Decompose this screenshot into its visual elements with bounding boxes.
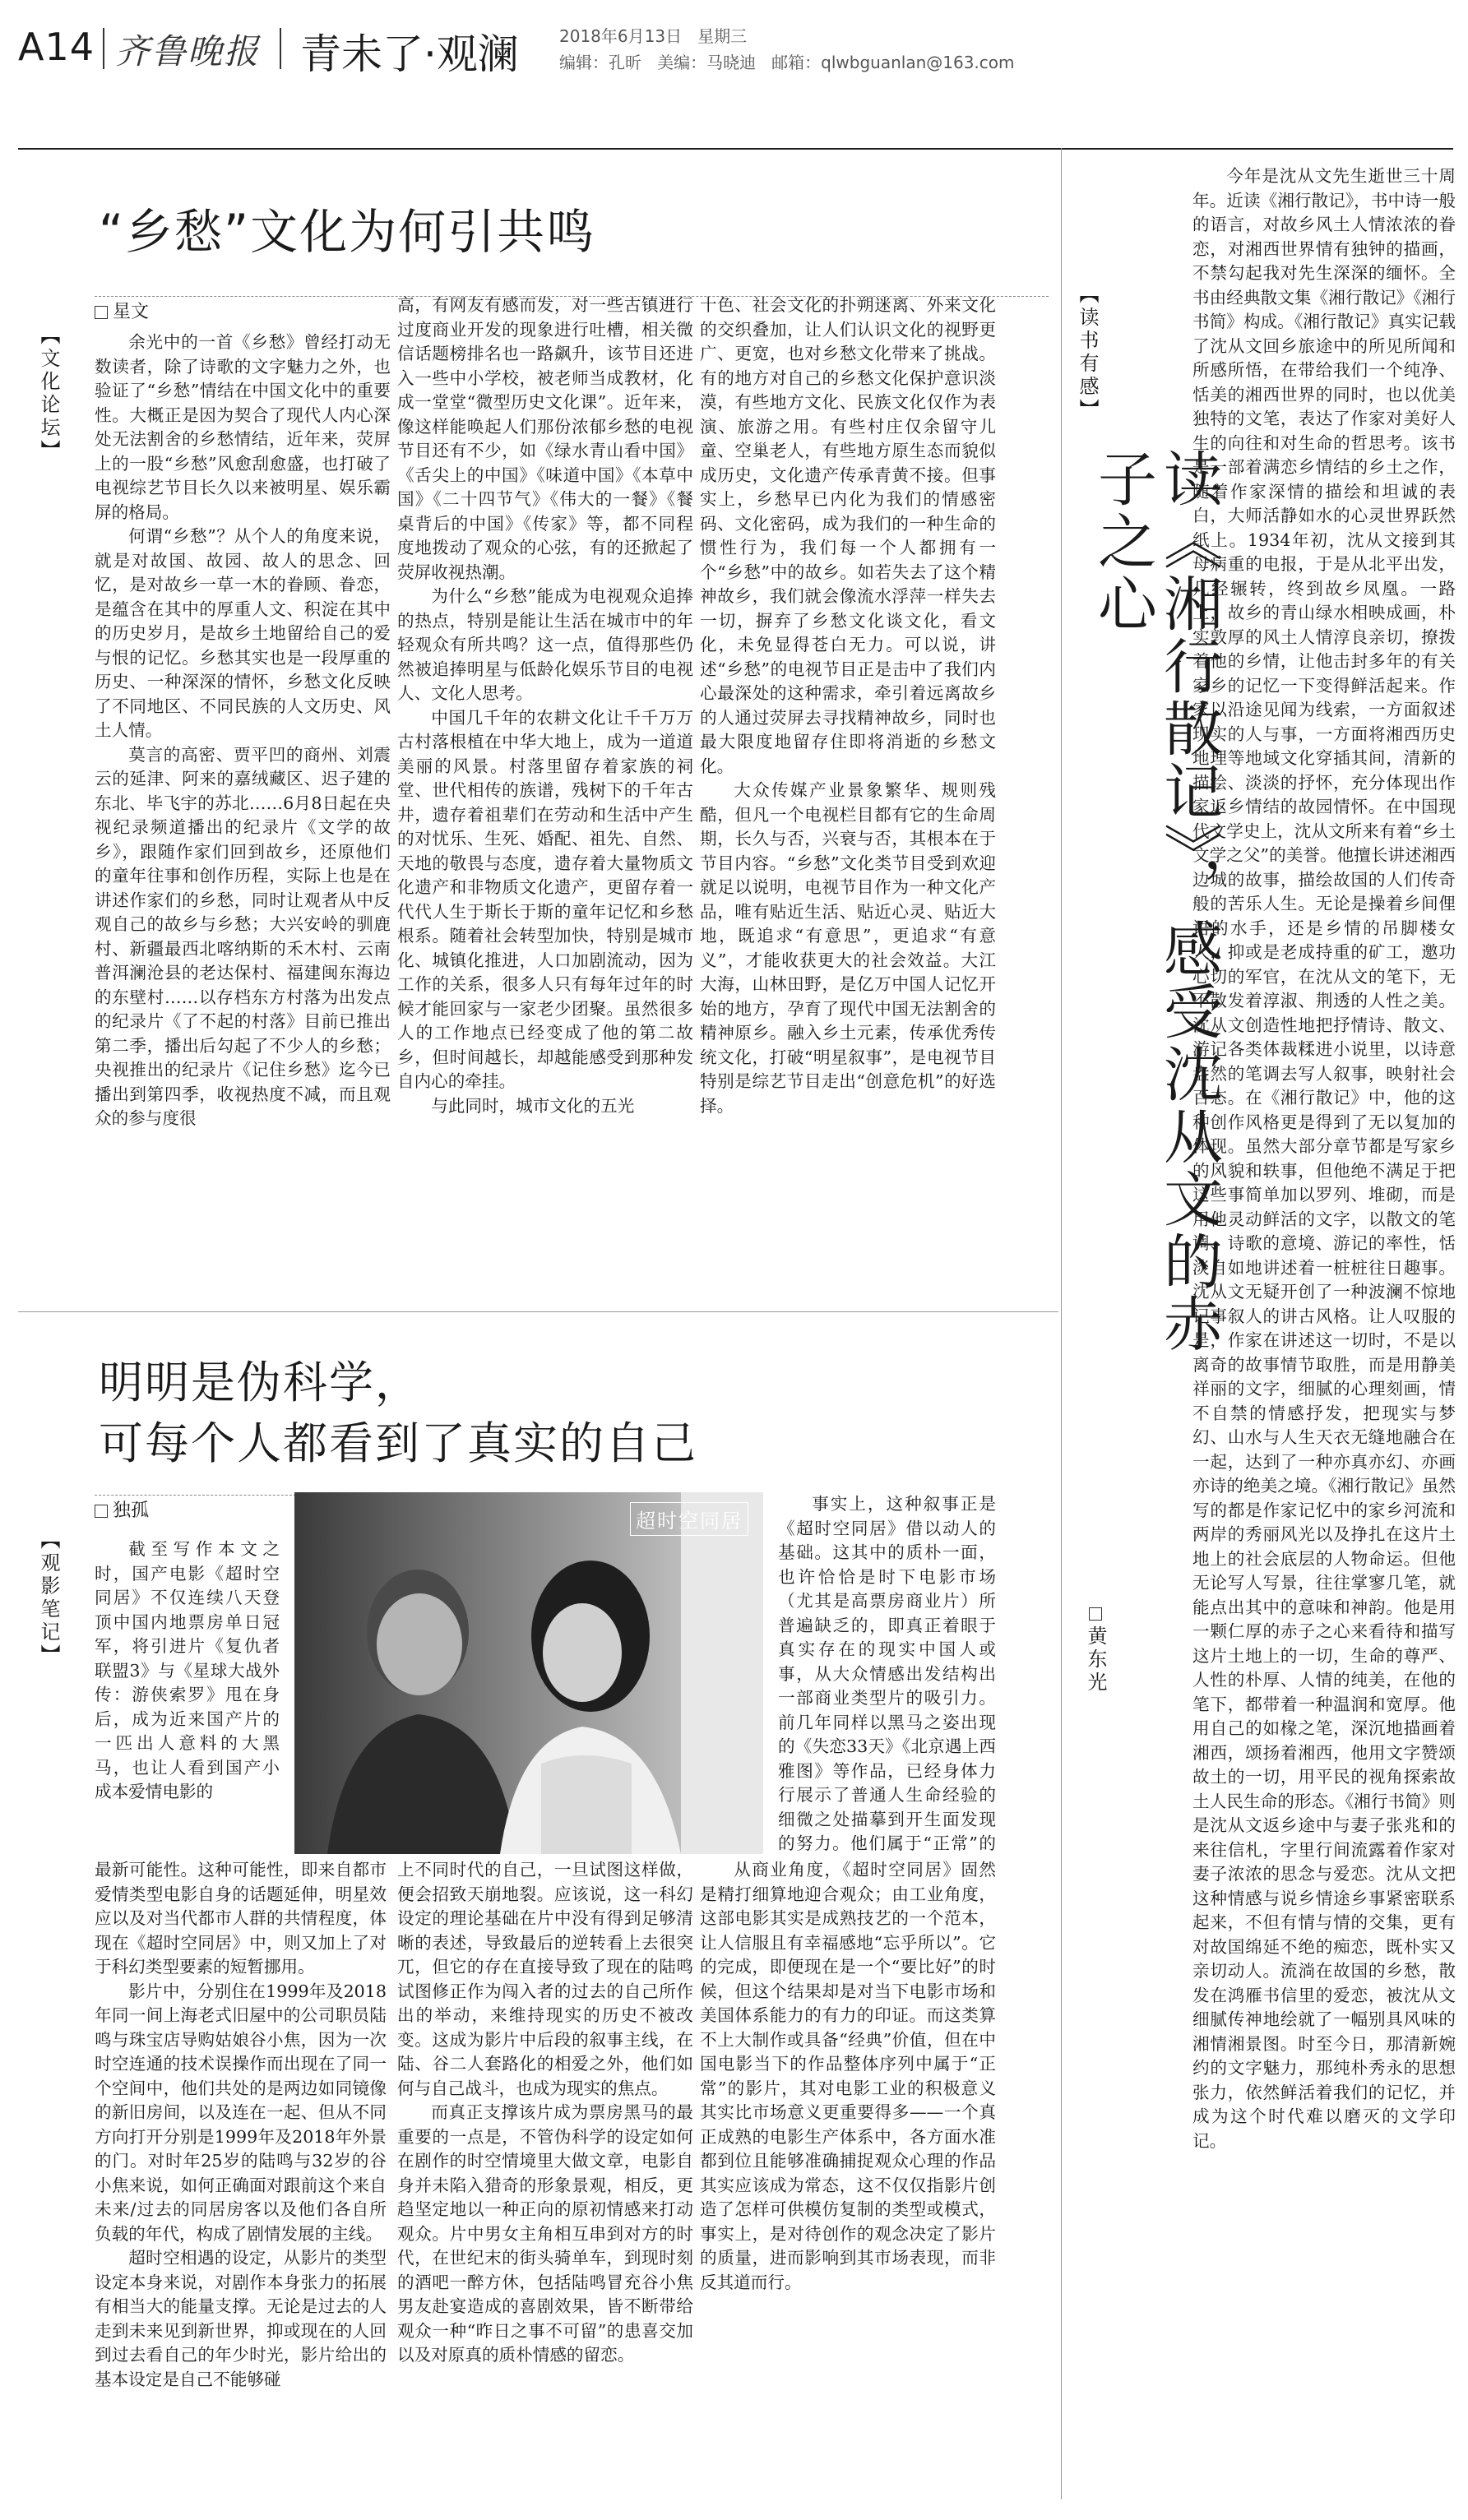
article1-title: “乡愁”文化为何引共鸣	[99, 204, 596, 260]
article2-intro-column: 截至写作本文之时，国产电影《超时空同居》不仅连续八天登顶中国内地票房单日冠军，将引进片《复仇者联盟3》与《星球大战外传：游侠索罗》甩在身后，成为近来国产片的一匹出人意料的大黑马，也让人看到国产小成本爱情电影的	[95, 1539, 280, 1801]
page-number: A14	[18, 25, 95, 69]
article1-byline: 星文	[95, 298, 149, 323]
section-divider	[18, 1311, 1058, 1312]
photo-caption: 超时空同居	[630, 1502, 748, 1536]
article1-column-tag: 【文化论坛】	[37, 325, 60, 463]
article3-title: 读《湘行散记》，感受沈从文的赤子之心	[1088, 448, 1223, 1356]
article2-column-2: 上不同时代的自己，一旦试图这样做，便会招致天崩地裂。应该说，这一科幻设定的理论基础在片中没有得到足够清晰的表述，导致最后的逆转看上去很突兀，但它的存在直接导致了现在的陆鸣试图修正作为闯入者的过去的自己所作出的举动，来维持现实的历史不被改变。这成为影片中后段的叙事主线，在陆、谷二人套路化的相爱之外，他们如何与自己战斗，也成为现实的焦点。 而真正支撑该片成为票房黑马的最重要的一点是，不管伪科学的设定如何在剧作的时空情境里大做文章，电影自身并未陷入猎奇的形象景观，相反，更趋坚定地以一种正向的原初情感来打动观众。片中男女主角相互串到对方的时代，在世纪末的街头骑单车，到现时刻的酒吧一醉方休，包括陆鸣冒充谷小焦男友赴宴造成的喜剧效果，皆不断带给观众一种“昨日之事不可留”的患喜交加以及对原真的质朴情感的留恋。	[397, 1860, 693, 2365]
article1-column-2: 高，有网友有感而发，对一些古镇进行过度商业开发的现象进行吐槽，相关微信话题榜排名也一路飙升，该节目还进入一些中小学校，被老师当成教材，化成一堂堂“微型历史文化课”。近年来，像这样能唤起人们那份浓郁乡愁的电视节目还有不少，如《绿水青山看中国》《舌尖上的中国》《味道中国》《本草中国》《二十四节气》《伟大的一餐》《餐桌背后的中国》《传家》等，都不同程度地拨动了观众的心弦，有的还掀起了荧屏收视热潮。 为什么“乡愁”能成为电视观众追捧的热点，特别是能让生活在城市中的年轻观众有所共鸣？这一点，值得那些仍然被追捧明星与低龄化娱乐节目的电视人、文化人思考。 中国几千年的农耕文化让千千万万古村落根植在中华大地上，成为一道道美丽的风景。村落里留存着家族的祠堂、世代相传的族谱，残树下的千年古井，遗存着祖辈们在劳动和生活中产生的对忧乐、生死、婚配、祖先、自然、天地的敬畏与态度，遗存着大量物质文化遗产和非物质文化遗产，更留存着一代代人生于斯长于斯的童年记忆和乡愁根系。随着社会转型加快，特别是城市化、城镇化推进，人口加剧流动，因为工作的关系，很多人只有每年过年的时候才能回家与一家老少团聚。虽然很多人的工作地点已经变成了他的第二故乡，但时间越长，却越能感受到那种发自内心的牵挂。 与此同时，城市文化的五光	[397, 295, 693, 1116]
header-rule	[18, 148, 1453, 150]
article1-column-1: 余光中的一首《乡愁》曾经打动无数读者，除了诗歌的文字魅力之外，也验证了“乡愁”情结在中国文化中的重要性。大概正是因为契合了现代人内心深处无法割舍的乡愁情结，近年来，荧屏上的一股“乡愁”风愈刮愈盛，也打破了电视综艺节目长久以来被明星、娱乐霸屏的格局。 何谓“乡愁”？从个人的角度来说，就是对故国、故园、故人的思念、回忆，是对故乡一草一木的眷顾、眷恋，是蕴含在其中的厚重人文、积淀在其中的历史岁月，是故乡土地留给自己的爱与恨的记忆。乡愁其实也是一段厚重的历史、一种深深的情怀，乡愁文化反映了不同地区、不同民族的人文历史、风土人情。 莫言的高密、贾平凹的商州、刘震云的延津、阿来的嘉绒藏区、迟子建的东北、毕飞宇的苏北……6月8日起在央视纪录频道播出的纪录片《文学的故乡》，跟随作家们回到故乡，还原他们的童年往事和创作历程，实际上也是在讲述作家们的乡愁，同时让观者从中反观自己的故乡与乡愁；大兴安岭的驯鹿村、新疆最西北喀纳斯的禾木村、云南普洱澜沧县的老达保村、福建闽东海边的东壁村……以存档东方村落为出发点的纪录片《了不起的村落》目前已推出第二季，播出后勾起了不少人的乡愁；央视推出的纪录片《记住乡愁》迄今已播出到第四季，收视热度不减，而且观众的参与度很	[95, 332, 391, 1128]
divider	[95, 1495, 300, 1496]
article3-column-tag: 【读书有感】	[1076, 284, 1099, 422]
newspaper-logo: 齐鲁晚报	[115, 31, 261, 72]
article3-body: 今年是沈从文先生逝世三十周年。近读《湘行散记》，书中诗一般的语言，对故乡风土人情浓浓的眷恋，对湘西世界情有独钟的描画，不禁勾起我对先生深深的缅怀。全书由经典散文集《湘行散记》《湘行书简》构成。《湘行散记》真实记载了沈从文回乡旅途中的所见所闻和所感所悟，在带给我们一个纯净、恬美的湘西世界的同时，也以优美独特的文笔，表达了作家对美好人生的向往和对生命的哲思考。该书是一部着满恋乡情结的乡土之作，随着作家深情的描绘和坦诚的表白，大师活静如水的心灵世界跃然纸上。1934年初，沈从文接到其母病重的电报，于是从北平出发，几经辗转，终到故乡凤凰。一路上，故乡的青山绿水相映成画，朴实敦厚的风土人情淳良亲切，撩拨着他的乡情，让他击封多年的有关家乡的记忆一下变得鲜活起来。作家以沿途见闻为线索，一方面叙述现实的人与事，一方面将湘西历史地理等地域文化穿插其间，清新的描绘、淡淡的抒怀，充分体现出作家返乡情结的故园情怀。在中国现代文学史上，沈从文所来有着“乡土文学之父”的美誉。他擅长讲述湘西边城的故事，描绘故国的人们传奇般的苦乐人生。无论是操着乡间俚语的水手，还是乡情的吊脚楼女人，抑或是老成持重的矿工，邀功心切的军官，在沈从文的笔下，无不散发着淳淑、荆透的人性之美。沈从文创造性地把抒情诗、散文、游记各类体裁糅进小说里，以诗意盎然的笔调去写人叙事，映射社会百态。在《湘行散记》中，他的这种创作风格更是得到了无以复加的体现。虽然大部分章节都是写家乡的风貌和轶事，但他绝不满足于把这些事简单加以罗列、堆砌，而是用他灵动鲜活的文字，以散文的笔调、诗歌的意境、游记的率性，恬淡自如地讲述着一桩桩往日趣事。沈从文无疑开创了一种波澜不惊地记事叙人的讲古风格。让人叹服的是，作家在讲述这一切时，不是以离奇的故事情节取胜，而是用静美祥丽的文字，细腻的心理刻画，情不自禁的情感抒发，把现实与梦幻、山水与人生天衣无缝地融合在一起，达到了一种亦真亦幻、亦画亦诗的绝美之境。《湘行散记》虽然写的都是作家记忆中的家乡河流和两岸的秀丽风光以及挣扎在这片土地上的社会底层的人物命运。但他无论写人写景，往往掌寥几笔，就能点出其中的意味和神韵。他是用一颗仁厚的赤子之心来看待和描写这片土地上的一切，生命的尊严、人性的朴厚、人情的纯美，在他的笔下，都带着一种温润和宽厚。他用自己的如椽之笔，深沉地描画着湘西，颂扬着湘西，他用文字赞颂故土的一切，用平民的视角探索故土人民生命的形态。《湘行书简》则是沈从文返乡途中与妻子张兆和的来往信札，字里行间流露着作家对妻子浓浓的思念与爱恋。沈从文把这种情感与说乡情途乡事紧密联系起来，不但有情与情的交集，更有对故国绵延不绝的痴恋，既朴实又亲切动人。流淌在故国的乡愁，散发在鸿雁书信里的爱恋，被沈从文细腻传神地绘就了一幅别具风味的湘情湘景图。时至今日，那清新婉约的文字魅力，那纯朴秀永的思想张力，依然鲜活着我们的记忆，并成为这个时代难以磨灭的文学印记。	[1192, 166, 1456, 2151]
header-divider	[103, 28, 104, 69]
article2-title: 明明是伪科学， 可每个人都看到了真实的自己	[99, 1357, 697, 1469]
article2-column-3: 从商业角度，《超时空同居》固然是精打细算地迎合观众；由工业角度，这部电影其实是成熟技艺的一个范本，让人信服且有幸福感地“忘乎所以”。它的完成，即便现在是一个“要比好”的时候，但这个结果却是对当下电影市场和美国体系能力的有力的印证。而这类算不上大制作或具备“经典”价值，但在中国电影当下的作品整体序列中属于“正常”的影片，其对电影工业的积极意义其实比市场意义更重要得多——一个真正成熟的电影生产体系中，各方面水准都到位且能够准确捕捉观众心理的作品其实应该成为常态，这不仅仅指影片创造了怎样可供模仿复制的类型或模式，事实上，是对待创作的观念决定了影片的质量，进而影响到其市场表现，而非反其道而行。	[700, 1860, 996, 2292]
issue-date: 2018年6月13日 星期三	[559, 26, 748, 46]
article3-byline: 黄东光	[1081, 1607, 1110, 1695]
article2-column-1: 最新可能性。这种可能性，即来自都市爱情类型电影自身的话题延伸，明星效应以及对当代都市人群的共情程度，体现在《超时空同居》中，则又加上了对于科幻类型要素的短暂挪用。 影片中，分别住在1999年及2018年同一间上海老式旧屋中的公司职员陆鸣与珠宝店导购姑娘谷小焦，因为一次时空连通的技术误操作而出现在了同一个空间中，他们共处的是两边如同镜像的新旧房间，以及连在一起、但从不同方向打开分别是1999年及2018年外景的门。对时年25岁的陆鸣与32岁的谷小焦来说，如何正确面对跟前这个来自未来/过去的同居房客以及他们各自所负载的年代，构成了剧情发展的主线。 超时空相遇的设定，从影片的类型设定本身来说，对剧作本身张力的拓展有相当大的能量支撑。无论是过去的人走到未来见到新世界，抑或现在的人回到过去看自己的年少时光，影片给出的基本设定是自己不能够碰	[95, 1860, 387, 2389]
section-title: 青未了·观澜	[300, 30, 519, 78]
article2-byline: 独孤	[95, 1496, 149, 1522]
article2-right-column: 事实上，这种叙事正是《超时空同居》借以动人的基础。这其中的质朴一面，也许恰恰是时下电影市场（尤其是高票房商业片）所普遍缺乏的，即真正着眼于真实存在的现实中国人或事，从大众情感出发结构出一部商业类型片的吸引力。前几年同样以黑马之姿出现的《失恋33天》《北京遇上西雅图》等作品，已经身体力行展示了普通人生命经验的细微之处描摹到开生面发现的努力。他们属于“正常”的	[778, 1494, 996, 1853]
article1-column-3: 十色、社会文化的扑朔迷离、外来文化的交织叠加，让人们认识文化的视野更广、更宽，也对乡愁文化带来了挑战。有的地方对自己的乡愁文化保护意识淡漠，有些地方文化、民族文化仅作为表演、旅游之用。有些村庄仅余留守儿童、空巢老人，有些地方原生态而貌似成历史，文化遗产传承青黄不接。但事实上，乡愁早已内化为我们的情感密码、文化密码，成为我们的一种生命的惯性行为，我们每一个人都拥有一个“乡愁”中的故乡。如若失去了这个精神故乡，我们就会像流水浮萍一样失去一切，摒弃了乡愁文化谈文化，看文化，未免显得苍白无力。可以说，讲述“乡愁”的电视节目正是击中了我们内心最深处的这种需求，牵引着远离故乡的人通过荧屏去寻找精神故乡，同时也最大限度地留存住即将消逝的乡愁文化。 大众传媒产业景象繁华、规则残酷，但凡一个电视栏目都有它的生命周期，长久与否，兴衰与否，其根本在于节目内容。“乡愁”文化类节目受到欢迎就足以说明，电视节目作为一种文化产品，唯有贴近生活、贴近心灵、贴近大地，既追求“有意思”，更追求“有意义”，才能收获更大的社会效益。大江大海，山林田野，是亿万中国人记忆开始的地方，孕育了现代中国无法割舍的精神原乡。融入乡土元素，传承优秀传统文化，打破“明星叙事”，是电视节目特别是综艺节目走出“创意危机”的好选择。	[700, 295, 996, 1116]
header-divider	[280, 28, 281, 69]
column-divider	[1061, 148, 1062, 2499]
editorial-credits: 编辑：孔昕 美编：马晓迪 邮箱：qlwbguanlan@163.com	[559, 53, 1015, 72]
article2-column-tag: 【观影笔记】	[37, 1529, 60, 1667]
film-still-photo	[294, 1492, 763, 1854]
